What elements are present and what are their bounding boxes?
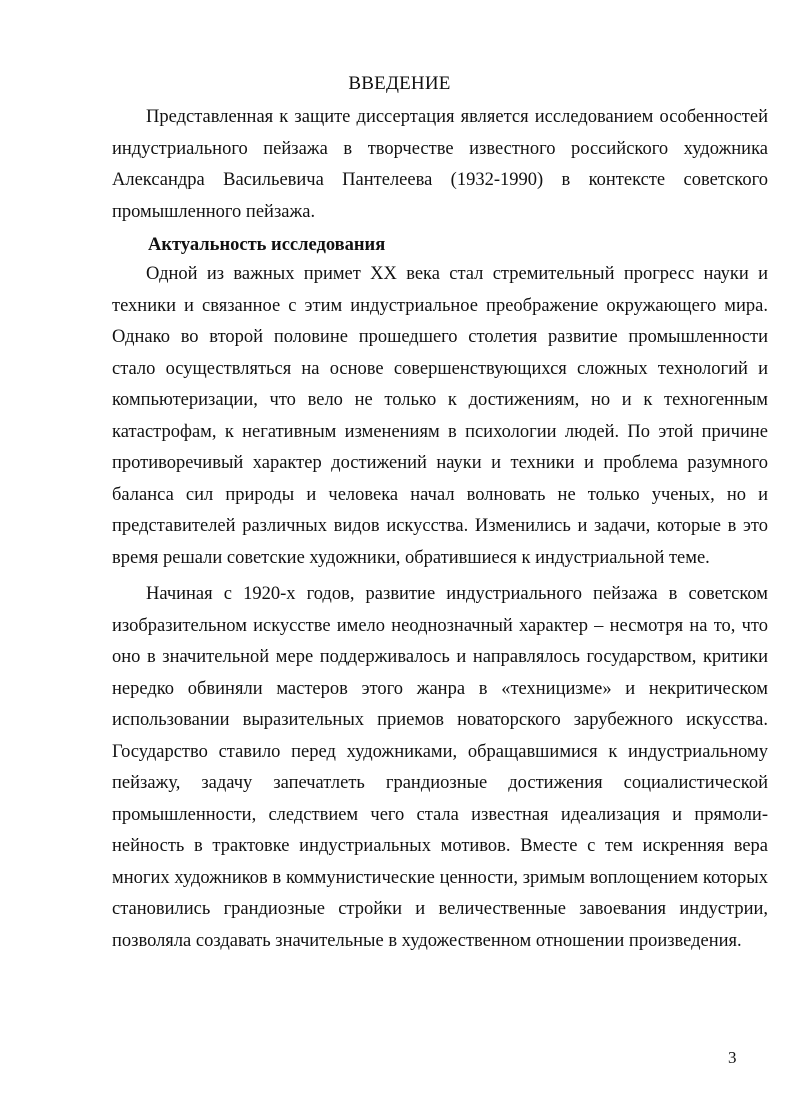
intro-paragraph: Представленная к защите диссертация является исследованием особенностей индустриального пейзажа в творчестве известного российского художника Александра Васильевича Пантелеева (1932-1990) в контексте советского промышленного пейзажа. — [112, 107, 768, 222]
body-paragraph-1: Одной из важных примет XX века стал стремительный прогресс науки и техники и связанное с этим индустриальное преображение окружающего мира. Однако во второй половине прошедшего столетия развитие промышленности стало осуществляться на основе совершенствующихся сложных технологий и компьютеризации, что вело не только к достижениям, но и к техногенным катастрофам, к негативным изменениям в психологии людей. По этой причине противоречивый характер достижений науки и техники и проблема разумного баланса сил природы и человека начал волновать не только ученых, но и представителей различных видов искусства. Изменились и задачи, которые в это время решали советские художники, обратившиеся к индустриальной теме. — [112, 264, 768, 568]
section-title: Актуальность исследования — [148, 235, 386, 255]
body-paragraph-2: Начиная с 1920-х годов, развитие индустриального пейзажа в советском изобразительном искусстве имело неоднозначный характер – несмотря на то, что оно в значительной мере поддерживалось и направлялось государством, критики нередко обвиняли мастеров этого жанра в «техницизме» и некритическом использовании выразительных приемов новаторского зарубежного искусства. Государство ставило перед художниками, обращавшимися к индустриальному пейзажу, задачу запечатлеть грандиозные достижения социалистической промышленности, следствием чего стала известная идеализация и прямолинейность в трактовке индустриальных мотивов. Вместе с тем искренняя вера многих художников в коммунистические ценности, зримым воплощением которых становились грандиозные стройки и величественные завоевания индустрии, позволяла создавать значительные в художественном отношении произведения. — [112, 584, 768, 951]
page-number: 3 — [728, 1048, 737, 1067]
page-heading: ВВЕДЕНИЕ — [348, 73, 451, 94]
